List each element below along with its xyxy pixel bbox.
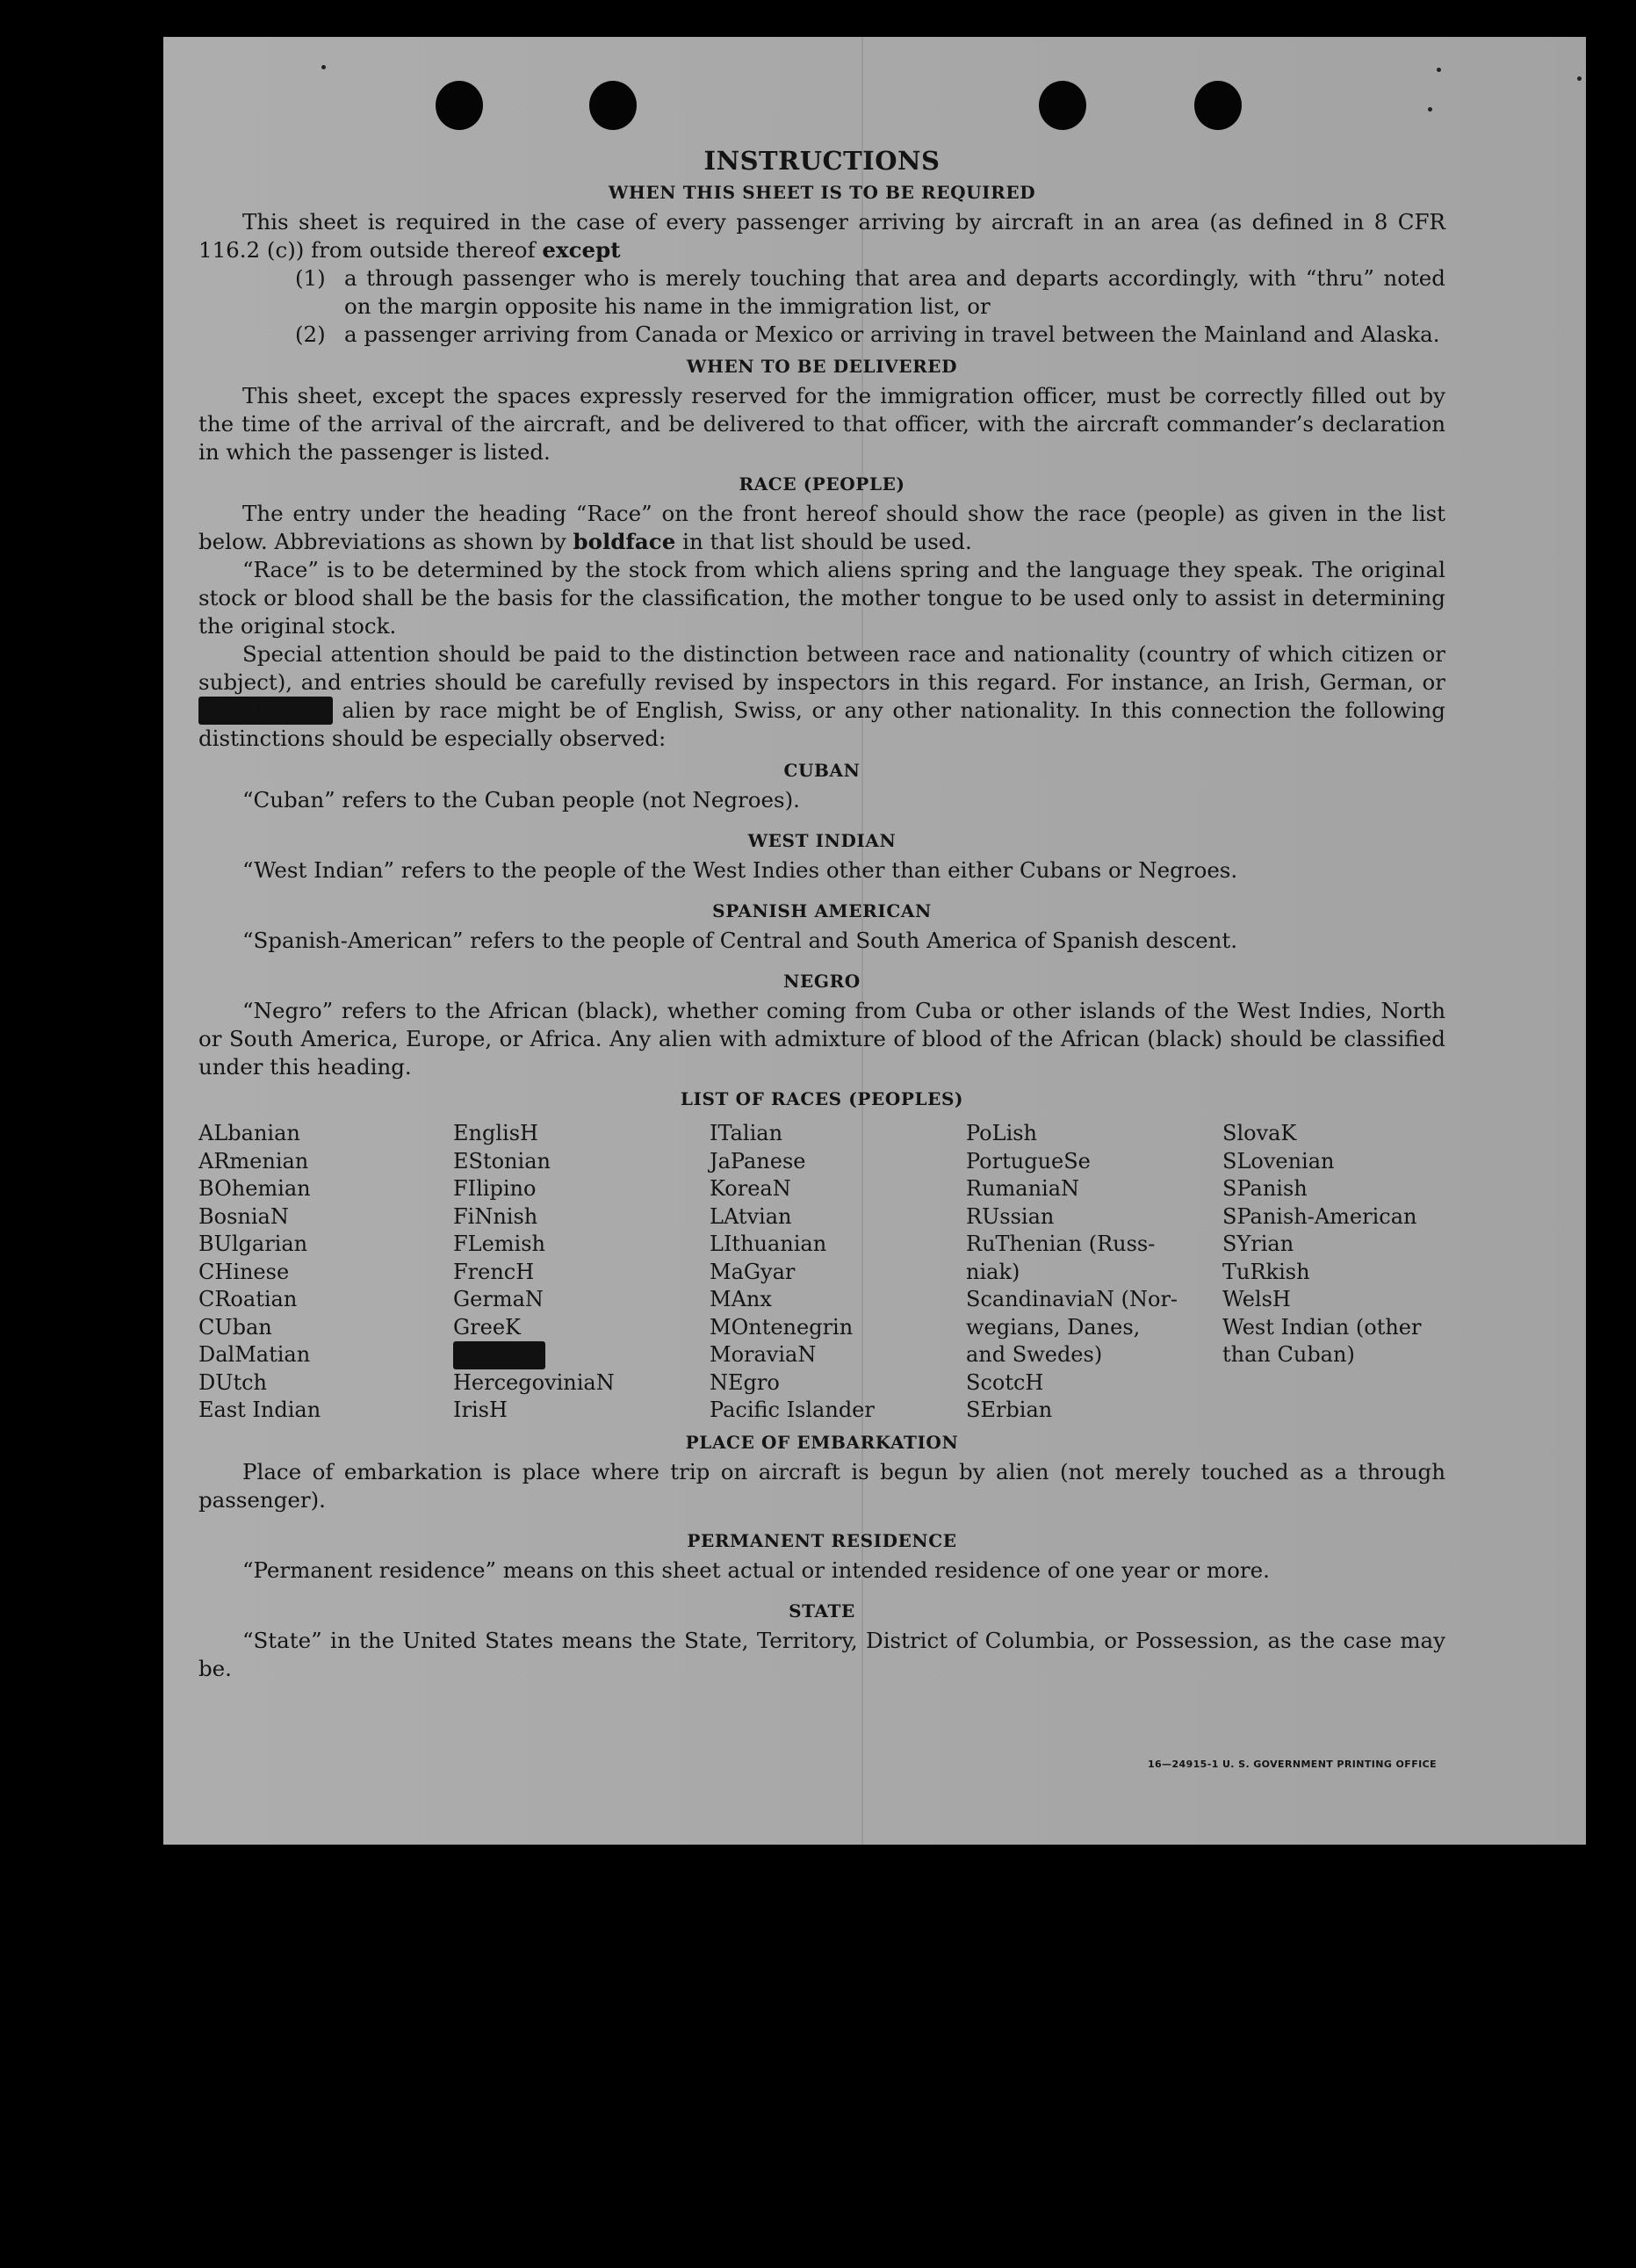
redacted-race-entry: HebreW bbox=[453, 1341, 545, 1369]
redacted-word: Hebrew bbox=[198, 697, 333, 725]
section-heading: LIST OF RACES (PEOPLES) bbox=[680, 1088, 964, 1109]
section-heading: PLACE OF EMBARKATION bbox=[685, 1431, 959, 1453]
section-heading: SPANISH AMERICAN bbox=[712, 900, 932, 921]
races-column: PoLish PortugueSe RumaniaN RUssian RuThenian (Russ- niak) ScandinaviaN (Nor- wegians, Danes, and Swedes) ScotcH SErbian bbox=[966, 1121, 1178, 1422]
paragraph: This sheet, except the spaces expressly reserved for the immigration officer, must be correctly filled out by the time of the arrival of the aircraft, and be delivered to that officer, with the aircraft commander’s declaration in which the passenger is listed. bbox=[198, 383, 1445, 465]
races-column: EnglisH EStonian FIlipino FiNnish FLemish FrencH GermaN GreeK HebreW HercegoviniaN IrisH bbox=[453, 1121, 615, 1422]
paragraph: The entry under the heading “Race” on the front hereof should show the race (people) as given in the list below. Abbreviations as shown by boldface in that list should be used. bbox=[198, 501, 1445, 554]
paragraph: This sheet is required in the case of every passenger arriving by aircraft in an area (as defined in 8 CFR 116.2 (c)) from outside thereof except bbox=[198, 209, 1445, 263]
punch-hole bbox=[436, 81, 483, 130]
paragraph: “Cuban” refers to the Cuban people (not Negroes). bbox=[242, 787, 800, 813]
races-list bbox=[198, 1120, 1445, 1425]
punch-hole bbox=[1039, 81, 1086, 130]
section-heading: PERMANENT RESIDENCE bbox=[687, 1529, 957, 1551]
list-item: (2) a passenger arriving from Canada or Mexico or arriving in travel between the Mainland and Alaska. bbox=[295, 321, 1440, 347]
speck bbox=[1437, 68, 1441, 72]
printer-imprint: 16—24915-1 U. S. GOVERNMENT PRINTING OFFICE bbox=[1147, 1759, 1437, 1770]
list-item: (1) a through passenger who is merely touching that area and departs accordingly, with “thru” noted on the margin opposite his name in the immigration list, or bbox=[295, 265, 1445, 319]
section-heading: CUBAN bbox=[783, 760, 861, 781]
paragraph: “Permanent residence” means on this sheet actual or intended residence of one year or more. bbox=[242, 1557, 1270, 1583]
races-column: ITalian JaPanese KoreaN LAtvian LIthuanian MaGyar MAnx MOntenegrin MoraviaN NEgro Pacific Islander bbox=[710, 1121, 875, 1422]
section-heading: WHEN THIS SHEET IS TO BE REQUIRED bbox=[608, 182, 1036, 203]
instructions-content bbox=[198, 147, 1445, 1683]
section-heading: WEST INDIAN bbox=[747, 830, 897, 851]
paragraph: “Negro” refers to the African (black), whether coming from Cuba or other islands of the West Indies, North or South America, Europe, or Africa. Any alien with admixture of blood of the African (black) should be classified under this heading. bbox=[198, 998, 1445, 1080]
races-column: SlovaK SLovenian SPanish SPanish-American SYrian TuRkish WelsH West Indian (other than Cuban) bbox=[1222, 1121, 1422, 1367]
section-heading: WHEN TO BE DELIVERED bbox=[686, 356, 958, 377]
paragraph: Special attention should be paid to the distinction between race and nationality (country of which citizen or subject), and entries should be carefully revised by inspectors in this regard. For instance, an Irish, German, or Hebrew alien by race might be of English, Swiss, or any other nationality. In this connection the following distinctions should be especially observed: bbox=[198, 641, 1445, 751]
speck bbox=[1428, 107, 1432, 112]
punch-hole bbox=[589, 81, 637, 130]
speck bbox=[321, 65, 326, 69]
document-sheet bbox=[163, 37, 1586, 1845]
page-title: INSTRUCTIONS bbox=[703, 146, 941, 176]
punch-hole bbox=[1194, 81, 1242, 130]
paragraph: “State” in the United States means the State, Territory, District of Columbia, or Possession, as the case may be. bbox=[198, 1627, 1445, 1681]
section-heading: STATE bbox=[789, 1600, 855, 1622]
speck bbox=[1577, 76, 1582, 81]
section-heading: NEGRO bbox=[783, 971, 861, 992]
paragraph: “West Indian” refers to the people of the West Indies other than either Cubans or Negroes. bbox=[242, 857, 1238, 883]
races-column: ALbanian ARmenian BOhemian BosniaN BUlgarian CHinese CRoatian CUban DalMatian DUtch East Indian bbox=[198, 1121, 321, 1422]
paragraph: “Race” is to be determined by the stock from which aliens spring and the language they speak. The original stock or blood shall be the basis for the classification, the mother tongue to be used only to assist in determining the original stock. bbox=[198, 557, 1445, 639]
section-heading: RACE (PEOPLE) bbox=[739, 473, 905, 495]
paragraph: Place of embarkation is place where trip on aircraft is begun by alien (not merely touched as a through passenger). bbox=[198, 1458, 1445, 1513]
paragraph: “Spanish-American” refers to the people of Central and South America of Spanish descent. bbox=[242, 928, 1238, 953]
